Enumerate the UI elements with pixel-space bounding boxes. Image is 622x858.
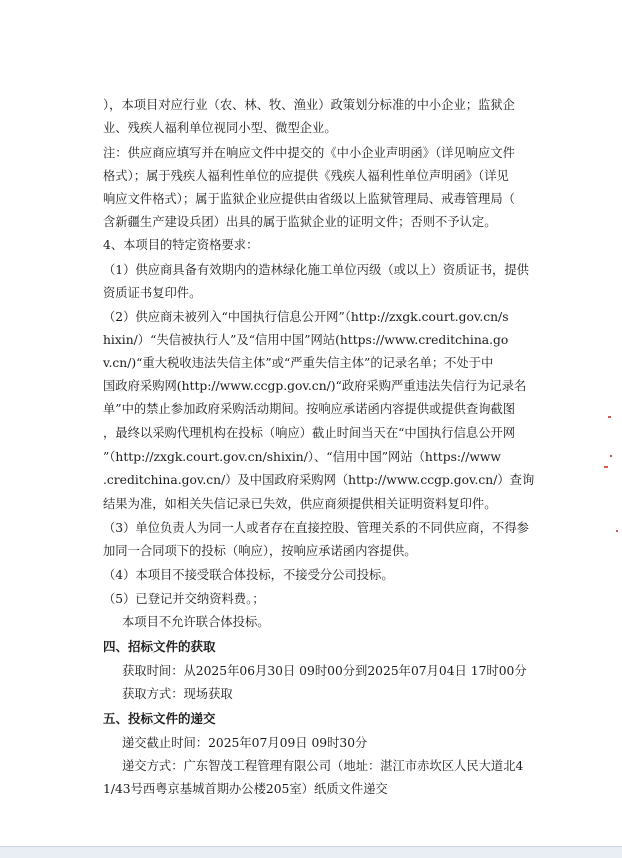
text-line: 获取时间：从2025年06月30日 09时00分到2025年07月04日 17时00分 (122, 664, 527, 678)
edge-mark (604, 466, 608, 468)
text-line: 注：供应商应填写并在响应文件中提交的《中小企业声明函》（详见响应文件 (103, 146, 515, 160)
text-line: 加同一合同项下的投标（响应），按响应承诺函内容提供。 (103, 544, 417, 558)
text-line: 含新疆生产建设兵团）出具的属于监狱企业的证明文件；否则不予认定。 (103, 215, 497, 229)
text-line: （1）供应商具备有效期内的造林绿化施工单位丙级（或以上）资质证书，提供 (103, 263, 529, 277)
text-line: ），本项目对应行业（农、林、牧、渔业）政策划分标准的中小企业；监狱企 (103, 98, 515, 112)
text-line: 4、本项目的特定资格要求： (103, 238, 259, 252)
section-heading: 四、招标文件的获取 (103, 639, 216, 654)
text-line: v.cn/)“重大税收违法失信主体”或“严重失信主体”的记录名单；不处于中 (103, 356, 494, 370)
text-line: 本项目不允许联合体投标。 (122, 615, 270, 629)
text-line: （5）已登记并交纳资料费。； (103, 592, 265, 606)
text-line: 格式）；属于残疾人福利性单位的应提供《残疾人福利性单位声明函》（详见 (103, 169, 509, 183)
bottom-bar (0, 846, 622, 858)
section-heading: 五、投标文件的递交 (103, 711, 216, 726)
text-line: 结果为准，如相关失信记录已失效，供应商须提供相关证明资料复印件。 (103, 497, 497, 511)
text-line: 递交方式：广东智茂工程管理有限公司（地址：湛江市赤坎区人民大道北4 (122, 759, 524, 773)
text-line: 单”中的禁止参加政府采购活动期间。按响应承诺函内容提供或提供查询截图 (103, 402, 516, 416)
text-line: （2）供应商未被列入“中国执行信息公开网”（http://zxgk.court.gov.cn/s (103, 310, 509, 324)
text-line: （4）本项目不接受联合体投标，不接受分公司投标。 (103, 568, 394, 582)
edge-mark (616, 530, 618, 532)
text-line: （3）单位负责人为同一人或者存在直接控股、管理关系的不同供应商，不得参 (103, 521, 529, 535)
text-line: ”（http://zxgk.court.gov.cn/shixin/）、“信用中国”网站（https://www (103, 450, 501, 464)
edge-mark (608, 416, 611, 418)
text-line: 获取方式：现场获取 (122, 687, 233, 701)
text-line: hixin/）“失信被执行人”及“信用中国”网站(https://www.creditchina.go (103, 333, 509, 347)
text-line: 国政府采购网(http://www.ccgp.gov.cn/)“政府采购严重违法失信行为记录名 (103, 379, 527, 393)
text-line: 资质证书复印件。 (103, 286, 202, 300)
text-line: .creditchina.gov.cn/）及中国政府采购网（http://www.ccgp.gov.cn/）查询 (103, 473, 535, 487)
text-line: 1/43号西粤京基城首期办公楼205室）纸质文件递交 (103, 782, 388, 796)
text-line: ，最终以采购代理机构在投标（响应）截止时间当天在“中国执行信息公开网 (103, 426, 516, 440)
text-line: 响应文件格式）；属于监狱企业应提供由省级以上监狱管理局、戒毒管理局（ (103, 192, 515, 206)
text-line: 业、残疾人福利单位视同小型、微型企业。 (103, 121, 337, 135)
edge-mark (610, 455, 612, 457)
text-line: 递交截止时间：2025年07月09日 09时30分 (122, 736, 368, 750)
